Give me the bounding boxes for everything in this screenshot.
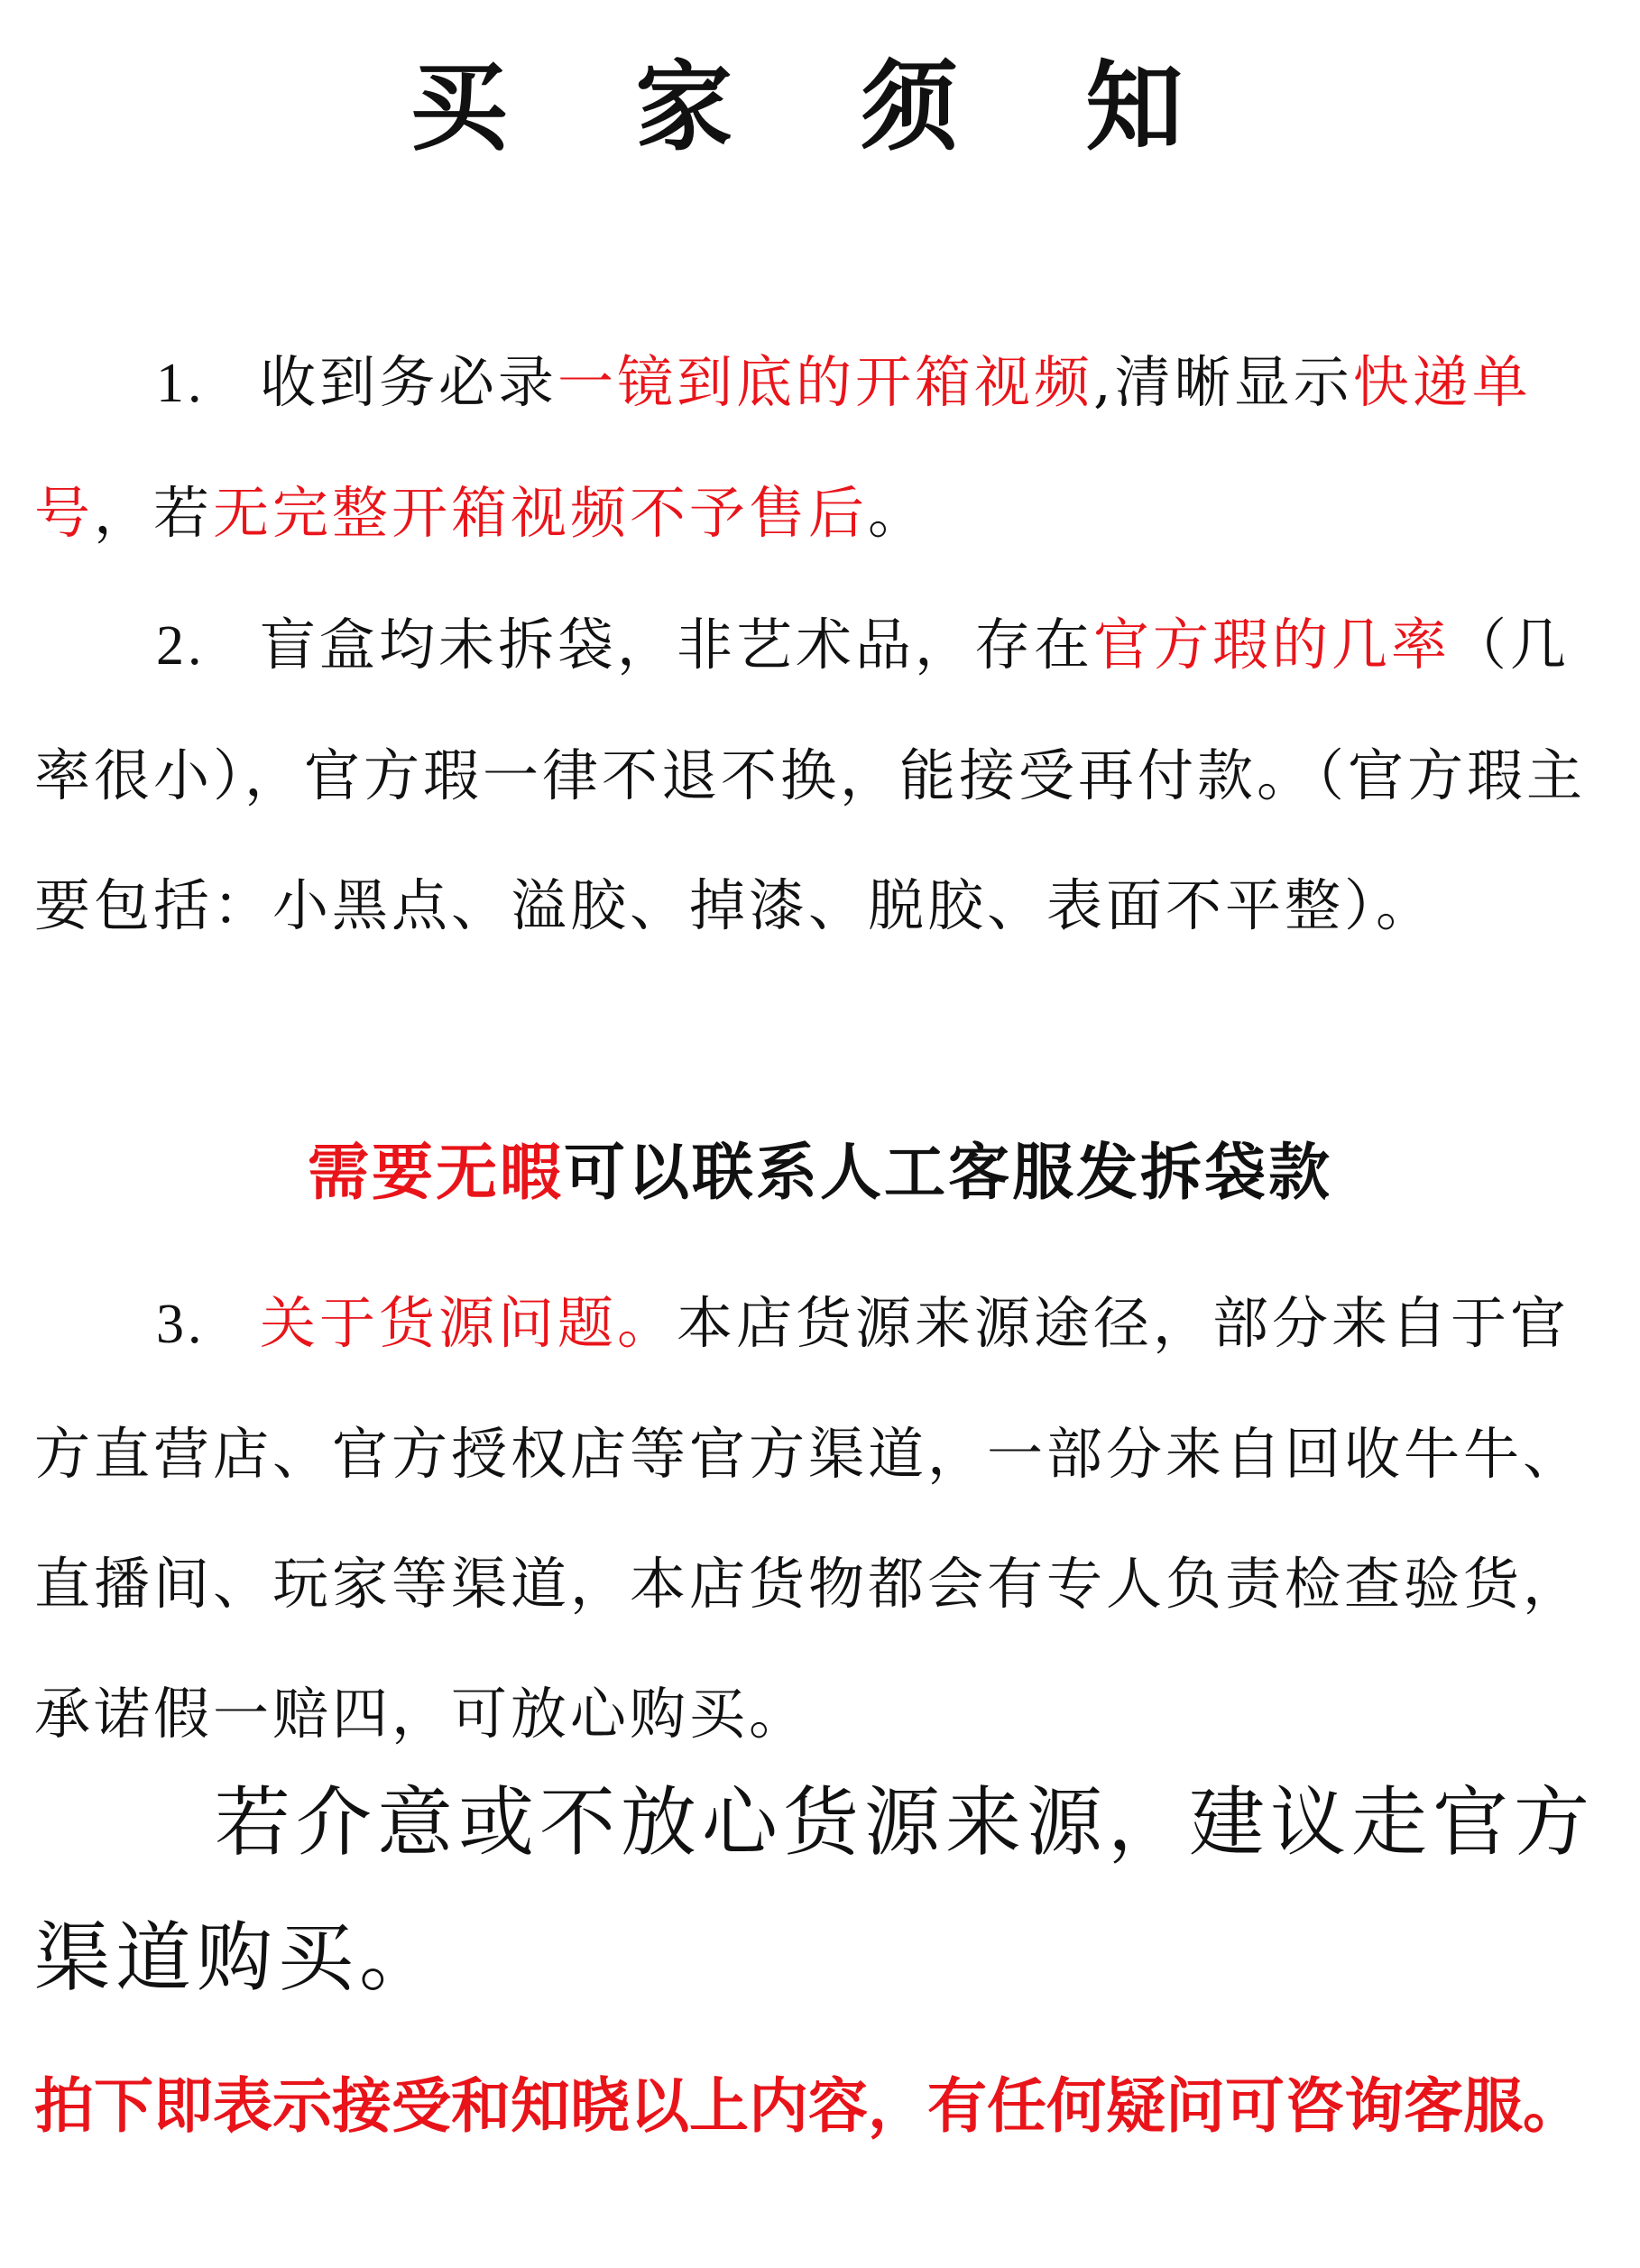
item-text: （几率很小），官方瑕一律不退不换，能接受再付款。（官方瑕主要包括：小黑点、溢胶、掉漆、脱胶、表面不平整）。	[34, 612, 1587, 938]
item-highlight: 一镜到底的开箱视频	[557, 349, 1094, 415]
notice-highlight: 需要无暇	[307, 1137, 564, 1209]
item-number: 2.	[156, 615, 206, 677]
item-text: ,清晰显示	[1093, 349, 1353, 415]
item-text: 本店货源来源途径，部分来自于官方直营店、官方授权店等官方渠道，一部分来自回收牛牛、直播间、玩家等渠道，本店货物都会有专人负责检查验货，承诺假一赔四，可放心购买。	[34, 1290, 1583, 1747]
item-highlight: 无完整开箱视频不予售后	[213, 480, 869, 546]
notice-item-1	[34, 318, 1608, 578]
item-text: 。	[868, 480, 928, 546]
item-text: 盲盒均未拆袋，非艺术品，存在	[260, 612, 1094, 678]
unboxed-option-notice	[0, 1119, 1640, 1227]
item-highlight: 官方瑕的几率	[1093, 612, 1451, 678]
acceptance-footer: 拍下即表示接受和知晓以上内容，有任何疑问可咨询客服。	[34, 2071, 1582, 2141]
item-highlight: 快递单号	[34, 349, 1532, 546]
item-highlight: 关于货源问题。	[260, 1290, 677, 1356]
source-suggestion	[34, 1755, 1608, 2025]
item-text: ，若	[94, 480, 214, 546]
notice-item-2	[34, 580, 1608, 971]
item-number: 3.	[156, 1294, 206, 1355]
page-title: 买 家 须 知	[410, 51, 1230, 164]
item-text: 收到务必录	[260, 349, 558, 415]
notice-text: 可以联系人工客服发拆袋款	[564, 1137, 1333, 1209]
notice-item-3	[34, 1258, 1608, 1779]
item-number: 1.	[156, 353, 206, 414]
suggestion-text: 若介意或不放心货源来源，建议走官方渠道购买。	[34, 1778, 1596, 2002]
